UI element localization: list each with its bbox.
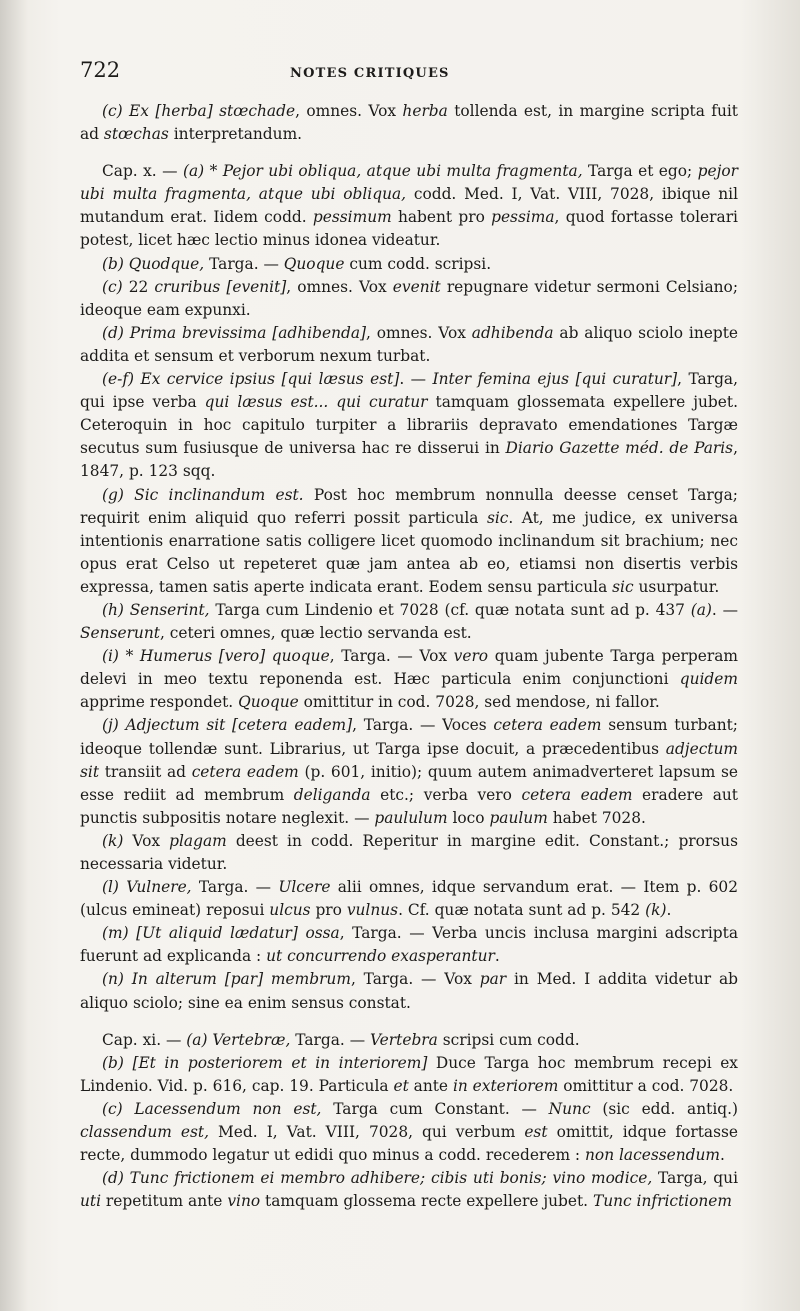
italic-text: (h)	[102, 600, 130, 619]
italic-text: Humerus [vero] quoque	[139, 647, 330, 666]
text: etc.; verba vero	[370, 785, 522, 804]
note-paragraph-k1	[80, 830, 738, 876]
text: *	[125, 647, 140, 666]
italic-text: Vulnere,	[126, 878, 192, 897]
text: interpretandum.	[168, 125, 303, 144]
italic-text: Tunc infrictionem	[592, 1192, 732, 1211]
italic-text: (b)	[102, 254, 129, 273]
note-paragraph-b1	[80, 253, 738, 276]
section-gap	[80, 1015, 738, 1029]
text: tollenda est, in margine scripta fuit ad	[80, 102, 738, 144]
italic-text: Quodque,	[128, 254, 205, 273]
text: quam jubente Targa perperam delevi in meo textu reponenda est. Hæc particula enim conjunctioni	[80, 647, 738, 689]
italic-text: adjectum sit	[80, 739, 738, 781]
italic-text: et	[393, 1076, 409, 1095]
italic-text: paulum	[489, 808, 548, 827]
italic-text: (j)	[102, 716, 126, 735]
note-paragraph-c2	[80, 276, 738, 322]
text: , 1847, p. 123 sqq.	[80, 439, 738, 481]
text: Targa et ego;	[582, 162, 698, 181]
note-paragraph-cap-xi-a	[80, 1029, 738, 1052]
italic-text: par	[479, 970, 507, 989]
italic-text: Adjectum sit [cetera eadem]	[125, 716, 353, 735]
text: eradere aut punctis subpositis notare neglexit. —	[80, 785, 738, 827]
text: Targa. —	[204, 254, 284, 273]
italic-text: Ex cervice ipsius [qui læsus est]	[140, 370, 400, 389]
note-paragraph-d1	[80, 322, 738, 368]
italic-text: uti	[80, 1192, 102, 1211]
italic-text: deliganda	[293, 785, 371, 804]
italic-text: (c)	[102, 277, 129, 296]
italic-text: Vertebræ,	[212, 1030, 291, 1049]
italic-text: Inter femina ejus [qui curatur]	[432, 370, 678, 389]
text: *	[204, 162, 223, 181]
italic-text: vero	[453, 647, 489, 666]
text: Duce Targa hoc membrum recepi ex Lindenio. Vid. p. 616, cap. 19. Particula	[80, 1053, 738, 1095]
italic-text: (e-f)	[102, 370, 141, 389]
italic-text: (k)	[645, 901, 667, 920]
italic-text: [Ut aliquid lædatur] ossa	[136, 924, 340, 943]
text: ante	[408, 1076, 453, 1095]
note-paragraph-g1	[80, 484, 738, 599]
italic-text: Pejor ubi obliqua, atque ubi multa fragmenta,	[222, 162, 583, 181]
italic-text: [Et in posteriorem et in interiorem]	[132, 1053, 428, 1072]
text: 22	[128, 277, 155, 296]
text: . —	[399, 370, 433, 389]
text: , quod fortasse tolerari potest, licet hæc lectio minus idonea videatur.	[80, 208, 738, 250]
note-paragraph-d2	[80, 1167, 738, 1213]
text: (sic edd. antiq.)	[590, 1099, 738, 1118]
text: ab aliquo sciolo inepte addita et sensum et verborum nexum turbat.	[80, 323, 738, 365]
text: deest in codd. Reperitur in margine edit. Constant.; prorsus necessaria videtur.	[80, 831, 738, 873]
italic-text: sic	[612, 577, 634, 596]
text: alii omnes, idque servandum erat. — Item p. 602 (ulcus emineat) reposui	[80, 878, 739, 920]
text: repugnare videtur sermoni Celsiano; ideoque eam expunxi.	[80, 277, 739, 319]
text: repetitum ante	[101, 1192, 228, 1211]
text: (p. 601, initio); quum autem animadverteret lapsum se esse rediit ad membrum	[80, 762, 738, 804]
note-paragraph-ef1	[80, 368, 738, 483]
text: , omnes. Vox	[366, 323, 472, 342]
text: . —	[711, 600, 738, 619]
text: , Targa. — Verba uncis inclusa margini adscripta fuerunt ad explicanda :	[80, 924, 738, 966]
italic-text: Sic inclinandum est.	[134, 485, 304, 504]
text: . At, me judice, ex universa intentionis enarratione satis colligere licet quomodo inclinandum sit brachium; nec opus erat Celso ut repeteret quæ jam antea ab eo, etiamsi non disertis verbis expressa, tamen satis aperte indicata erant. Eodem sensu particula	[80, 508, 738, 596]
text: usurpatur.	[633, 577, 720, 596]
text: apprime respondet.	[80, 693, 239, 712]
italic-text: (c)	[102, 102, 130, 120]
text: Cap. x. —	[102, 162, 183, 181]
text: , Targa. — Voces	[352, 716, 494, 735]
text: Med. I, Vat. VIII, 7028, qui verbum	[209, 1123, 525, 1142]
text: Targa cum Constant. —	[321, 1099, 549, 1118]
italic-text: (i)	[102, 647, 126, 666]
italic-text: Diario Gazette méd. de Paris	[505, 439, 734, 458]
italic-text: (d)	[102, 1169, 130, 1188]
text: habet 7028.	[547, 808, 646, 827]
italic-text: classendum est,	[80, 1123, 210, 1142]
page-number: 722	[80, 58, 121, 82]
text: omittitur in cod. 7028, sed mendose, ni fallor.	[298, 693, 660, 712]
running-title: NOTES CRITIQUES	[290, 66, 450, 81]
italic-text: in exteriorem	[452, 1076, 559, 1095]
italic-text: Nunc	[548, 1099, 591, 1118]
text: codd. Med. I, Vat. VIII, 7028, ibique nil mutandum erat. Iidem codd.	[80, 185, 738, 227]
italic-text: cetera eadem	[191, 762, 299, 781]
text: Targa cum Lindenio et 7028 (cf. quæ notata sunt ad p. 437	[209, 600, 691, 619]
text: Vox	[132, 831, 170, 850]
italic-text: Quoque	[283, 254, 345, 273]
italic-text: vino	[227, 1192, 261, 1211]
text: Targa. —	[191, 878, 279, 897]
italic-text: paululum	[374, 808, 448, 827]
note-paragraph-h1	[80, 599, 738, 645]
italic-text: Senserint,	[129, 600, 210, 619]
italic-text: herba	[402, 102, 448, 120]
italic-text: pejor ubi multa fragmenta, atque ubi obliqua,	[80, 162, 739, 204]
italic-text: est	[524, 1123, 548, 1142]
italic-text: evenit	[392, 277, 441, 296]
italic-text: Quoque	[238, 693, 299, 712]
text: pro	[310, 901, 347, 920]
text: , Targa, qui ipse verba	[80, 370, 738, 412]
text: Targa. —	[290, 1030, 370, 1049]
note-paragraph-n1	[80, 968, 738, 1014]
italic-text: pessima	[491, 208, 555, 227]
note-paragraph-m1	[80, 922, 738, 968]
note-paragraph-j1	[80, 714, 738, 829]
italic-text: sic	[486, 508, 509, 527]
italic-text: Senserunt	[80, 624, 160, 643]
critical-notes-body	[80, 100, 738, 1213]
section-gap	[80, 146, 738, 160]
note-paragraph-l1	[80, 876, 738, 922]
text: tamquam glossema recte expellere jubet.	[260, 1192, 593, 1211]
text: .	[720, 1146, 725, 1165]
text: Targa, qui	[652, 1169, 738, 1188]
note-paragraph-b2	[80, 1052, 738, 1098]
italic-text: (d)	[102, 323, 130, 342]
italic-text: plagam	[169, 831, 227, 850]
italic-text: cetera eadem	[493, 716, 602, 735]
note-paragraph-c3	[80, 1098, 738, 1167]
text: Cap. xi. —	[102, 1030, 187, 1049]
note-paragraph-c1	[80, 100, 738, 146]
italic-text: (l)	[102, 878, 127, 897]
text: scripsi cum codd.	[437, 1030, 580, 1049]
text: in Med. I addita videtur ab aliquo sciolo; sine ea enim sensus constat.	[80, 970, 738, 1012]
italic-text: quidem	[679, 670, 738, 689]
text: , ceteri omnes, quæ lectio servanda est.	[159, 624, 472, 643]
italic-text: vulnus	[346, 901, 399, 920]
italic-text: pessimum	[312, 208, 392, 227]
text: .	[666, 901, 672, 920]
italic-text: qui læsus est... qui curatur	[204, 393, 428, 412]
page-header	[80, 58, 738, 94]
italic-text: Tunc frictionem ei membro adhibere; cibis uti bonis; vino modice,	[129, 1169, 653, 1188]
text: .	[494, 947, 500, 966]
italic-text: ut concurrendo exasperantur	[266, 947, 495, 966]
italic-text: [herba] stœchade	[155, 102, 296, 120]
binding-shadow	[0, 0, 28, 1311]
italic-text: Prima brevissima [adhibenda]	[129, 323, 367, 342]
note-paragraph-cap-x-a	[80, 160, 738, 252]
italic-text: Ex	[129, 102, 156, 120]
text: cum codd. scripsi.	[344, 254, 492, 273]
text: Post hoc membrum nonnulla deesse censet Targa; requirit enim aliquid quo referri possit particula	[80, 485, 738, 527]
text: . Cf. quæ notata sunt ad p. 542	[398, 901, 646, 920]
italic-text: Lacessendum non est,	[134, 1099, 322, 1118]
text: loco	[447, 808, 490, 827]
text: , omnes. Vox	[295, 102, 403, 120]
italic-text: cetera eadem	[521, 785, 633, 804]
italic-text: (g)	[102, 485, 135, 504]
italic-text: (k)	[102, 831, 133, 850]
text: , Targa. — Vox	[350, 970, 480, 989]
text: omittit, idque fortasse recte, dummodo legatur ut edidi quo minus a codd. recederem :	[80, 1123, 739, 1165]
italic-text: adhibenda	[471, 323, 554, 342]
italic-text: (b)	[102, 1053, 133, 1072]
italic-text: (m)	[102, 924, 137, 943]
text: habent pro	[391, 208, 492, 227]
text: omittitur a cod. 7028.	[558, 1076, 734, 1095]
italic-text: In alterum [par] membrum	[131, 970, 351, 989]
italic-text: (a)	[186, 1030, 208, 1049]
text: tamquam glossemata expellere jubet. Ceteroquin in hoc capitulo turpiter a librariis depravato emendationes Targæ secutus sum fusiusque de universa hac re disserui in	[80, 393, 738, 458]
italic-text: stœchas	[103, 125, 169, 144]
note-paragraph-i1	[80, 645, 738, 714]
italic-text: ulcus	[269, 901, 311, 920]
text: sensum turbant; ideoque tollendæ sunt. Librarius, ut Targa ipse docuit, a præcedentibus	[80, 716, 738, 758]
italic-text: Ulcere	[278, 878, 331, 897]
italic-text: (c)	[102, 1099, 135, 1118]
italic-text: (a)	[182, 162, 205, 181]
italic-text: (a)	[690, 600, 712, 619]
italic-text: cruribus [evenit]	[154, 277, 287, 296]
italic-text: Vertebra	[369, 1030, 438, 1049]
italic-text: (n)	[102, 970, 132, 989]
text: transiit ad	[99, 762, 192, 781]
text: , Targa. — Vox	[329, 647, 454, 666]
italic-text: non lacessendum	[585, 1146, 720, 1165]
text: , omnes. Vox	[286, 277, 393, 296]
